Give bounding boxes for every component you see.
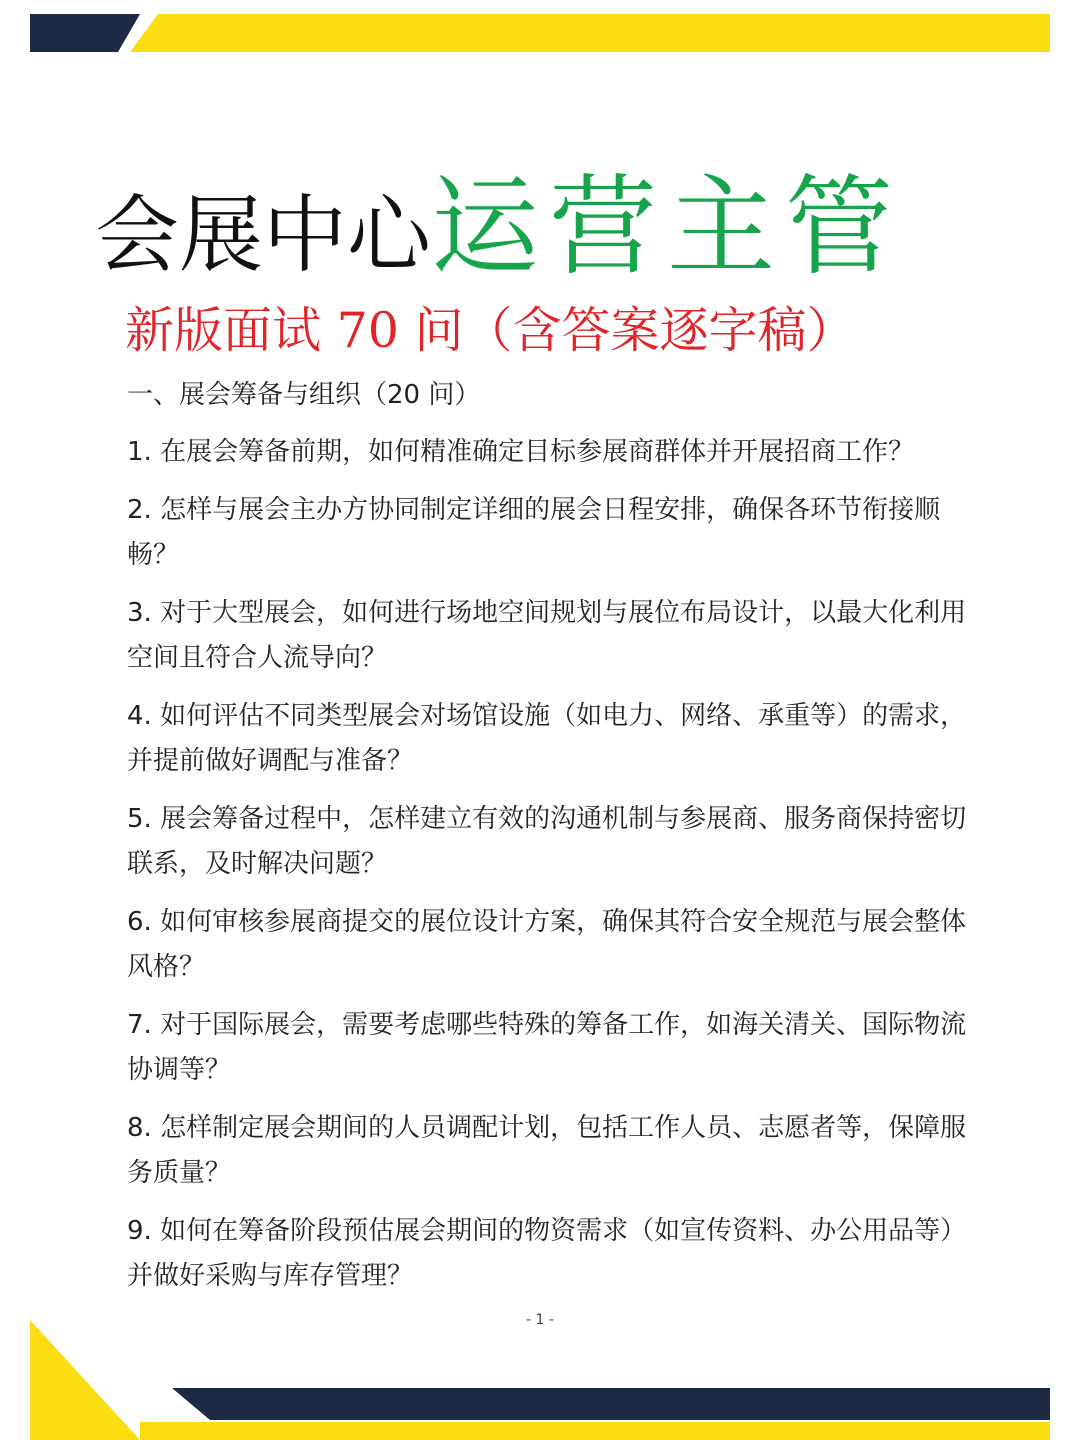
top-decor-band bbox=[0, 0, 1080, 60]
question-item: 4. 如何评估不同类型展会对场馆设施（如电力、网络、承重等）的需求，并提前做好调配与准备？ bbox=[127, 701, 967, 776]
title-green-part: 运营主管 bbox=[431, 165, 904, 290]
question-item: 5. 展会筹备过程中，怎样建立有效的沟通机制与参展商、服务商保持密切联系，及时解决问题？ bbox=[127, 804, 967, 879]
question-item: 9. 如何在筹备阶段预估展会期间的物资需求（如宣传资料、办公用品等）并做好采购与库存管理？ bbox=[127, 1216, 967, 1291]
bottom-navy-shape bbox=[172, 1388, 1050, 1420]
question-item: 7. 对于国际展会，需要考虑哪些特殊的筹备工作，如海关清关、国际物流协调等？ bbox=[127, 1010, 967, 1085]
title-black-part: 会展中心 bbox=[95, 186, 432, 284]
main-title bbox=[95, 140, 1045, 290]
question-item: 8. 怎样制定展会期间的人员调配计划，包括工作人员、志愿者等，保障服务质量？ bbox=[127, 1113, 967, 1188]
question-item: 1. 在展会筹备前期，如何精准确定目标参展商群体并开展招商工作？ bbox=[127, 437, 915, 467]
page-number: - 1 - bbox=[526, 1312, 554, 1328]
question-item: 2. 怎样与展会主办方协同制定详细的展会日程安排，确保各环节衔接顺畅？ bbox=[127, 495, 941, 570]
top-yellow-shape bbox=[130, 14, 1050, 52]
question-item: 6. 如何审核参展商提交的展位设计方案，确保其符合安全规范与展会整体风格？ bbox=[127, 907, 967, 982]
question-list bbox=[127, 430, 992, 1312]
top-navy-shape bbox=[30, 14, 140, 52]
bottom-yellow-triangle bbox=[30, 1320, 140, 1440]
question-item: 3. 对于大型展会，如何进行场地空间规划与展位布局设计，以最大化利用空间且符合人流导向？ bbox=[127, 598, 967, 673]
section-heading: 一、展会筹备与组织（20 问） bbox=[127, 380, 481, 410]
bottom-decor-band bbox=[0, 1310, 1080, 1440]
bottom-yellow-strip bbox=[140, 1422, 1050, 1440]
subtitle: 新版面试 70 问（含答案逐字稿） bbox=[125, 302, 856, 359]
